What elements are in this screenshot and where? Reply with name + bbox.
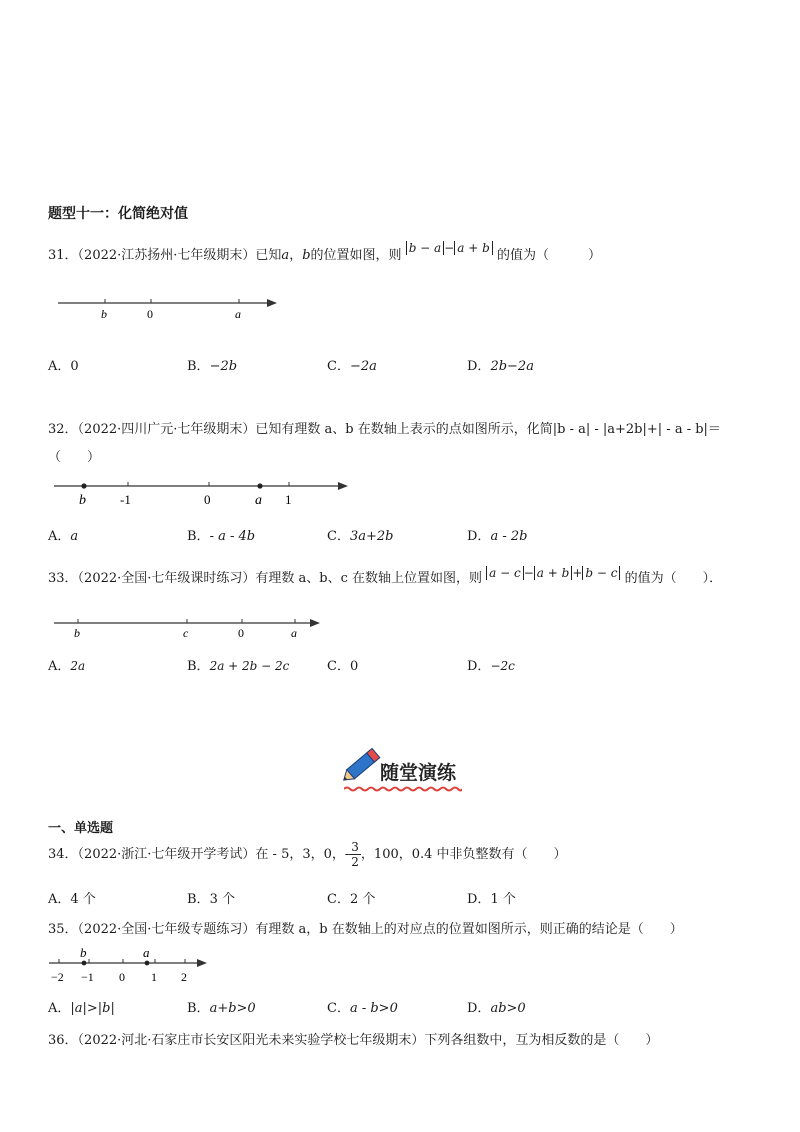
point-b — [81, 483, 86, 488]
number-line-35 — [45, 945, 215, 987]
question-text: 的位置如图，则 — [310, 248, 402, 263]
label-b: b — [101, 307, 107, 321]
option-label: D． — [467, 1001, 491, 1016]
number-line-31 — [55, 293, 280, 323]
option-d[interactable] — [467, 355, 534, 374]
option-d[interactable] — [467, 888, 516, 907]
option-label: B． — [187, 1001, 210, 1016]
option-value: 2a + 2b − 2c — [209, 659, 290, 673]
question-text: ，100，0.4 中非负整数有（ ） — [360, 847, 567, 862]
question-number: 34． — [48, 847, 78, 862]
question-source: （2022·全国·七年级课时练习） — [77, 571, 256, 586]
option-label: A． — [48, 359, 71, 374]
label-zero: 0 — [147, 307, 153, 321]
axis-arrow — [338, 482, 348, 490]
question-33 — [48, 567, 722, 586]
option-label: A． — [48, 529, 71, 544]
option-value: 2a — [70, 659, 86, 673]
option-d[interactable] — [467, 525, 527, 544]
question-number: 35． — [48, 922, 78, 937]
option-value: 3a+2b — [349, 529, 394, 544]
option-label: B． — [187, 659, 210, 674]
option-label: B． — [187, 359, 210, 374]
axis-arrow — [310, 619, 320, 627]
pencil-icon — [338, 742, 386, 790]
option-label: A． — [48, 659, 71, 674]
section-title-single-choice: 一、单选题 — [48, 821, 114, 836]
option-label: B． — [187, 892, 210, 907]
option-value: a+b>0 — [209, 1001, 256, 1016]
option-label: D． — [467, 659, 491, 674]
option-value: a - b>0 — [349, 1001, 398, 1016]
option-label: C． — [327, 1001, 350, 1016]
number-line-33 — [50, 615, 330, 643]
question-text: 有理数 a，b 在数轴上的对应点的位置如图所示，则正确的结论是（ ） — [255, 922, 683, 937]
question-number: 33． — [48, 571, 78, 586]
option-label: D． — [467, 529, 491, 544]
label-c: c — [183, 626, 189, 640]
option-value: a — [70, 529, 79, 544]
option-d[interactable] — [467, 655, 515, 674]
option-c[interactable] — [327, 525, 393, 544]
abs-expression: a + b — [454, 241, 493, 255]
wavy-underline-icon — [344, 786, 462, 792]
option-value: 0 — [70, 359, 79, 374]
option-a[interactable] — [48, 997, 115, 1016]
option-a[interactable] — [48, 525, 78, 544]
point-a — [145, 961, 150, 966]
question-number: 32． — [48, 422, 78, 437]
label-a: a — [291, 626, 297, 640]
abs-expression: a + b — [534, 566, 573, 580]
abs-expression: b − a — [406, 241, 445, 255]
option-c[interactable] — [327, 997, 398, 1016]
option-b[interactable] — [187, 655, 289, 674]
question-35 — [48, 918, 683, 937]
section-title-11: 题型十一：化简绝对值 — [48, 206, 188, 222]
question-source: （2022·四川广元·七年级期末） — [77, 422, 256, 437]
punct: ， — [289, 248, 303, 263]
option-value: a - 2b — [490, 529, 528, 544]
option-a[interactable] — [48, 888, 96, 907]
question-source: （2022·江苏扬州·七年级期末） — [77, 248, 256, 263]
abs-expression: a − c — [486, 566, 524, 580]
question-36 — [48, 1029, 658, 1048]
option-value: |a|>|b| — [70, 1001, 115, 1016]
question-text: 有理数 a、b、c 在数轴上位置如图，则 — [255, 571, 483, 586]
var-a: a — [281, 248, 290, 263]
option-value: −2c — [490, 659, 515, 673]
fraction-denominator: 2 — [351, 855, 359, 869]
option-value: 3 个 — [209, 892, 235, 907]
question-source: （2022·河北·石家庄市长安区阳光未来实验学校七年级期末） — [77, 1033, 425, 1048]
operator: − — [444, 241, 455, 255]
option-value: - a - 4b — [209, 529, 256, 544]
option-value: 1 个 — [490, 892, 516, 907]
option-value: −2b — [209, 359, 238, 374]
option-value: 0 — [349, 659, 359, 674]
question-number: 31． — [48, 248, 78, 263]
option-label: D． — [467, 892, 491, 907]
label-a: a — [235, 307, 241, 321]
question-source: （2022·浙江·七年级开学考试） — [77, 847, 256, 862]
fraction-numerator: 3 — [351, 840, 359, 854]
tick-label: 1 — [151, 970, 157, 984]
option-label: B． — [187, 529, 210, 544]
fraction — [349, 840, 361, 869]
option-c[interactable] — [327, 355, 377, 374]
question-31 — [48, 241, 601, 263]
abs-expression: b − c — [582, 566, 620, 580]
banner-title: 随堂演练 — [380, 762, 457, 784]
tick-label: 2 — [181, 970, 187, 984]
question-32-bracket: （ ） — [48, 450, 101, 465]
question-text: 已知有理数 a、b 在数轴上表示的点如图所示，化简|b - a| - |a+2b|+| - a - b|＝ — [255, 422, 721, 437]
tick-label: 0 — [119, 970, 125, 984]
option-b[interactable] — [187, 888, 235, 907]
number-line-32 — [50, 478, 355, 510]
operator: + — [572, 566, 583, 580]
option-a[interactable] — [48, 355, 79, 374]
option-value: ab>0 — [490, 1001, 526, 1016]
question-34 — [48, 840, 567, 869]
label-zero: 0 — [238, 626, 244, 640]
option-label: C． — [327, 659, 350, 674]
axis-arrow — [267, 299, 277, 307]
label-a: a — [143, 945, 150, 960]
option-label: A． — [48, 892, 71, 907]
label-a: a — [255, 493, 262, 508]
option-c[interactable] — [327, 655, 358, 674]
option-label: C． — [327, 529, 350, 544]
option-a[interactable] — [48, 655, 85, 674]
label-zero: 0 — [204, 492, 211, 507]
tick-label: −1 — [81, 970, 94, 984]
point-a — [257, 483, 262, 488]
option-value: 4 个 — [70, 892, 96, 907]
operator: − — [523, 566, 534, 580]
axis-arrow — [197, 959, 207, 967]
question-source: （2022·全国·七年级专题练习） — [77, 922, 256, 937]
option-b[interactable] — [187, 525, 255, 544]
option-label: A． — [48, 1001, 71, 1016]
option-b[interactable] — [187, 355, 237, 374]
label-one: 1 — [285, 492, 292, 507]
question-text: 的值为（ ） — [496, 248, 601, 263]
question-32 — [48, 418, 721, 437]
label-minus-one: -1 — [120, 492, 131, 507]
question-text: 下列各组数中，互为相反数的是（ ） — [424, 1033, 659, 1048]
question-text: 已知 — [255, 248, 282, 263]
label-b: b — [79, 493, 86, 508]
point-b — [82, 961, 87, 966]
option-c[interactable] — [327, 888, 375, 907]
option-value: −2a — [349, 359, 377, 374]
option-label: C． — [327, 892, 350, 907]
option-d[interactable] — [467, 997, 526, 1016]
option-label: C． — [327, 359, 350, 374]
option-label: D． — [467, 359, 491, 374]
question-text: 的值为（ ）． — [624, 571, 723, 586]
option-value: 2 个 — [349, 892, 376, 907]
label-b: b — [80, 945, 87, 960]
var-b: b — [302, 248, 311, 263]
label-b: b — [74, 626, 80, 640]
practice-banner — [338, 742, 468, 794]
option-b[interactable] — [187, 997, 256, 1016]
tick-label: −2 — [51, 970, 64, 984]
question-number: 36． — [48, 1033, 78, 1048]
question-text: 在 - 5，3，0，- — [255, 847, 350, 862]
option-value: 2b−2a — [490, 359, 534, 374]
